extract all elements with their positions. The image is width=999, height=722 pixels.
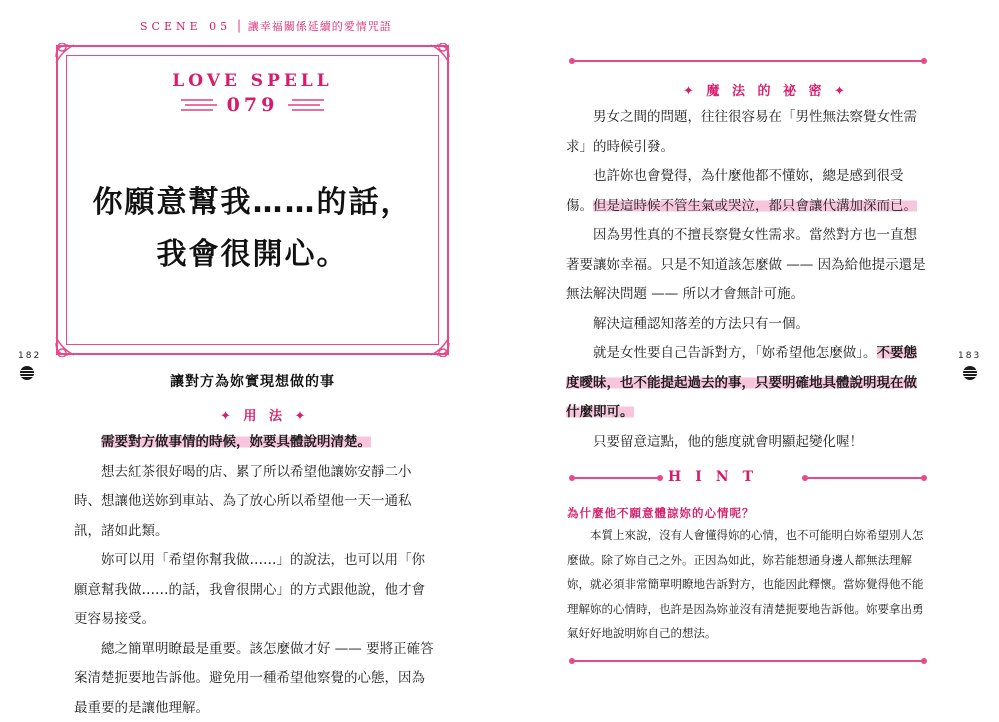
secret-paragraph-5-text: 就是女性要自己告訴對方，「妳希望他怎麼做」。 [593, 345, 877, 361]
hint-rule-right [805, 477, 924, 479]
top-rule [572, 60, 924, 62]
lines-right-icon [288, 96, 324, 114]
running-head-divider: │ [235, 20, 248, 33]
hint-rule-left [572, 477, 660, 479]
secret-paragraph-6: 只要留意這點，他的態度就會明顯起變化喔！ [593, 433, 863, 450]
spell-quote [58, 177, 447, 281]
hint-label: HINT [668, 469, 767, 485]
hint-question: 為什麼他不願意體諒妳的心情呢？ [567, 506, 755, 520]
spell-quote-line-1: 你願意幫我……的話， [92, 185, 413, 220]
hint-body [567, 523, 925, 646]
running-head [140, 18, 392, 34]
corner-ornament-icon [54, 323, 88, 357]
secret-highlight-1: 但是這時候不管生氣或哭泣，都只會讓代溝加深而已。 [593, 197, 917, 214]
thumb-tab-right-icon [963, 366, 977, 380]
spell-number-row [58, 93, 447, 117]
usage-paragraph-4: 總之簡單明瞭最是重要。該怎麼做才好 —— 要將正確答案清楚扼要地告訴他。避免用一種希望他察覺的心態，因為最重要的是讓他理解。 [74, 640, 434, 716]
section-title: 讓對方為妳實現想做的事 [170, 374, 335, 390]
secret-paragraph-4: 解決這種認知落差的方法只有一個。 [593, 315, 809, 332]
love-spell-frame [56, 45, 449, 355]
bottom-rule [572, 660, 924, 662]
usage-paragraph-3: 妳可以用「希望你幫我做……」的說法，也可以用「你願意幫我做……的話，我會很開心」的方式跟他說，他才會更容易接受。 [74, 552, 425, 627]
corner-ornament-icon [417, 323, 451, 357]
page-number-right: 183 [958, 351, 982, 361]
secret-body [566, 103, 928, 457]
secret-paragraph-2-text: 也許妳也會覺得，為什麼他都不懂妳，總是感到很受傷。 [566, 168, 904, 214]
chapter-title: 讓幸福關係延續的愛情咒語 [247, 20, 392, 33]
usage-heading: ✦ 用 法 ✦ [220, 409, 310, 424]
thumb-tab-left-icon [20, 366, 34, 380]
usage-paragraph-1 [74, 428, 436, 458]
spell-quote-line-2: 我會很開心。 [156, 237, 349, 272]
magic-secret-heading: ✦ 魔 法 的 祕 密 ✦ [683, 84, 849, 99]
secret-paragraph-5 [566, 339, 928, 428]
usage-body [74, 428, 436, 722]
usage-highlight: 需要對方做事情的時候，妳要具體說明清楚。 [101, 434, 371, 450]
scene-label: SCENE 05 [140, 20, 232, 33]
spell-number: 079 [226, 94, 279, 116]
love-spell-label: LOVE SPELL [172, 71, 333, 91]
hint-paragraph: 本質上來說，沒有人會懂得妳的心情，也不可能明白妳希望別人怎麼做。除了妳自己之外。正因為如此，妳若能想通身邊人都無法理解妳，就必須非常簡單明瞭地告訴對方，也能因此釋懷。當妳覺得他不能理解妳的心情時，也許是因為妳並沒有清楚扼要地告訴他。妳要拿出勇氣好好地說明妳自己的想法。 [567, 528, 924, 640]
secret-paragraph-3: 因為男性真的不擅長察覺女性需求。當然對方也一直想著要讓妳幸福。只是不知道該怎麼做 —— 因為給他提示還是無法解決問題 —— 所以才會無計可施。 [566, 227, 926, 302]
usage-paragraph-2: 想去紅茶很好喝的店、累了所以希望他讓妳安靜二小時、想讓他送妳到車站、為了放心所以希望他一天一通私訊，諸如此類。 [74, 463, 412, 539]
secret-highlight-2: 不要態度曖昧，也不能提起過去的事，只要明確地具體說明現在做什麼即可。 [566, 345, 917, 420]
page-number-left: 182 [18, 351, 42, 361]
secret-paragraph-1: 男女之間的問題，往往很容易在「男性無法察覺女性需求」的時候引發。 [566, 109, 917, 155]
lines-left-icon [181, 96, 217, 114]
secret-paragraph-2 [566, 162, 928, 221]
